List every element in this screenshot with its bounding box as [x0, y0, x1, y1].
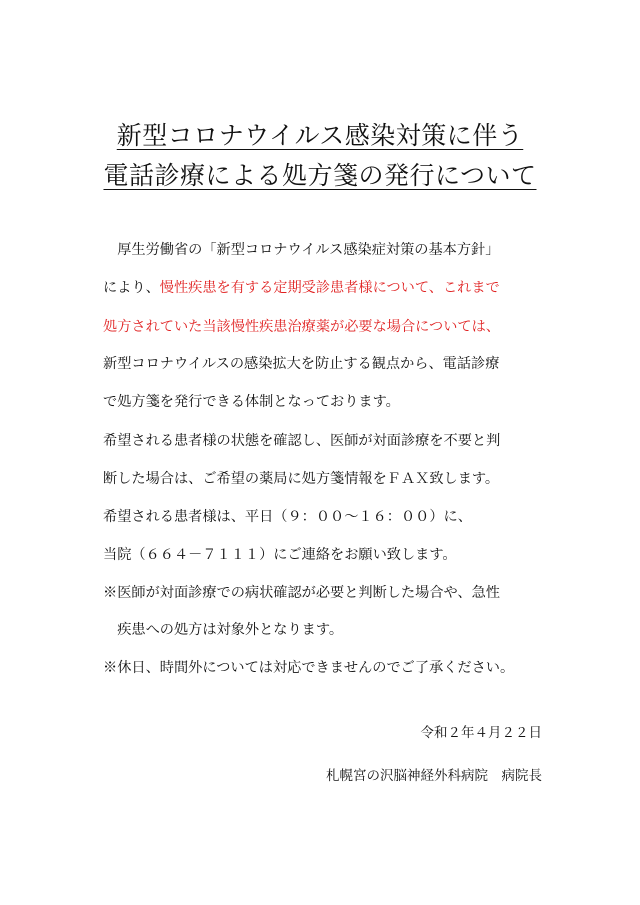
- body-line-2: [103, 278, 543, 298]
- body-line-9: 当院（６６４－７１１１）にご連絡をお願い致します。: [103, 547, 457, 563]
- body-line-4: 新型コロナウイルスの感染拡大を防止する観点から、電話診療: [103, 356, 500, 372]
- body-line-11: 疾患への処方は対象外となります。: [103, 622, 344, 638]
- signature: 札幌宮の沢脳神経外科病院 病院長: [326, 768, 542, 784]
- notice-date: 令和２年４月２２日: [420, 725, 542, 741]
- body-line-6: 希望される患者様の状態を確認し、医師が対面診療を不要と判: [103, 433, 501, 449]
- body-line-2-highlight: 慢性疾患を有する定期受診患者様について、これまで: [159, 280, 500, 296]
- body-line-2-lead: により、: [103, 280, 160, 296]
- body-line-3-highlight: 処方されていた当該慢性疾患治療薬が必要な場合については、: [103, 319, 500, 335]
- body-line-12: ※休日、時間外については対応できませんのでご了承ください。: [103, 660, 515, 676]
- body-line-8: 希望される患者様は、平日（９：００～１６：００）に、: [103, 509, 472, 525]
- body-line-1: 厚生労働省の「新型コロナウイルス感染症対策の基本方針」: [103, 242, 500, 258]
- body-line-10: ※医師が対面診療での病状確認が必要と判断した場合や、急性: [103, 585, 500, 601]
- body-line-5: で処方箋を発行できる体制となっております。: [103, 394, 400, 410]
- title-line-2: 電話診療による処方箋の発行について: [103, 161, 537, 190]
- body-line-7: 断した場合は、ご希望の薬局に処方箋情報をＦＡＸ致します。: [103, 471, 500, 487]
- title-line-1: 新型コロナウイルス感染対策に伴う: [116, 121, 524, 150]
